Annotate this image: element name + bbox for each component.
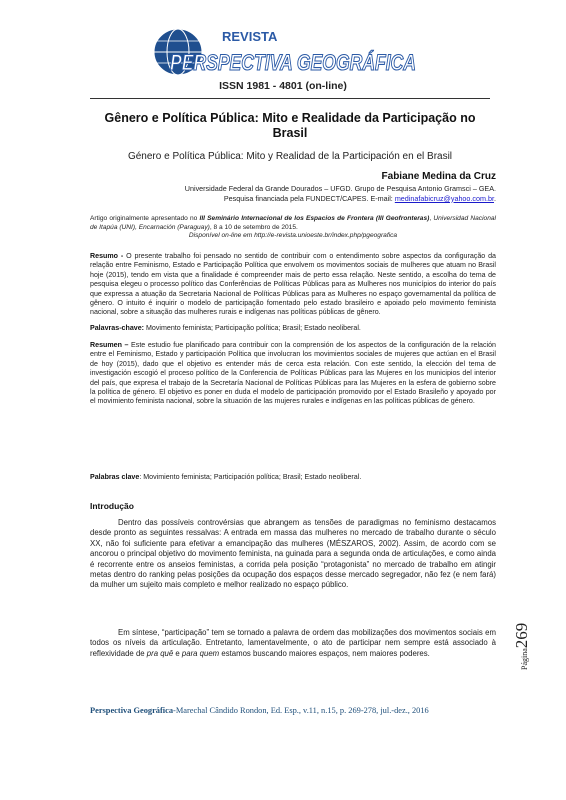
p2-emphasis-1: pra quê <box>146 648 174 658</box>
abstract-es <box>90 341 496 407</box>
event-venue: Universidad Nacional de Itapúa (UNI), Encarnación (Paraguay) <box>90 215 497 231</box>
keywords-pt-text: Movimento feminista; Participação política; Brasil; Estado neoliberal. <box>144 324 361 332</box>
publication-note <box>90 215 496 241</box>
section-heading-introduction: Introdução <box>90 501 134 511</box>
issn: ISSN 1981 - 4801 (on-line) <box>219 80 347 92</box>
abstract-es-text: Este estudio fue planificado para contribuir con la comprensión de los aspectos de la configuración de la relación entre el Feminismo, Estado y participación Política que involucran los movimientos sociales de mujeres que actúan en el Brasil de hoy (2015), dado que el objetivo es entender más de cerca esta relación. Con este sentido, la elección del tema de investigación escogió el proceso político de la Conferencia de Políticas Públicas para las Mujeres en los municipios del interior del país, que expresa el trabajo de la Secretaría Nacional de Políticas Públicas para las Mujeres en la esfera de gobierno sobre la política de género. El objetivo es poner en duda el modelo de participación promovido por el Estado Brasileño y apoyado por el movimiento feminista nacional, sobre la situación de las mujeres rurales e indígenas en las políticas públicas de género. <box>90 341 496 406</box>
article-title: Gênero e Política Pública: Mito e Realidade da Participação no Brasil <box>104 111 476 140</box>
p2-text-b: e <box>173 648 182 658</box>
p2-text-a: Em síntese, “participação” tem se tornado a palavra de ordem das mobilizações dos movimentos sociais em todos os níveis da articulação. Entretanto, lamentavelmente, o ato de participar nem sempre está associado à reflexividade de <box>90 628 496 658</box>
journal-logo <box>150 26 420 82</box>
email-link[interactable]: medinafabicruz@yahoo.com.br <box>394 193 494 203</box>
p2-text-c: estamos buscando maiores espaços, nem maiores poderes. <box>219 648 430 658</box>
abstract-es-label: Resumen – <box>90 341 132 349</box>
origin-sep: , <box>429 215 434 222</box>
keywords-pt-label: Palavras-chave: <box>90 324 145 332</box>
event-name: III Seminário Internacional de los Espacios de Frontera (III Geofronteras) <box>199 215 430 222</box>
page-number: 269 <box>512 622 531 649</box>
header-divider <box>90 98 490 99</box>
origin-prefix: Artigo originalmente apresentado no <box>90 215 200 222</box>
affiliation-line: Universidade Federal da Grande Dourados – UFGD. Grupo de Pesquisa Antonio Gramsci – GEA. <box>184 184 496 193</box>
page-word: Página <box>520 648 529 670</box>
keywords-es-label: Palabras clave <box>90 473 140 481</box>
funding-line: Pesquisa financiada pela FUNDECT/CAPES. E-mail: <box>223 193 395 203</box>
journal-footer <box>90 706 510 715</box>
page-number-label <box>512 600 542 670</box>
logo-revista-text: REVISTA <box>222 29 278 44</box>
event-dates: , 8 a 10 de setembro de 2015. <box>209 223 298 231</box>
author-affiliation <box>76 184 496 203</box>
p2-emphasis-2: para quem <box>181 648 220 658</box>
intro-paragraph-1: Dentro das possíveis controvérsias que abrangem as tensões de paradigmas no feminismo destacamos desde pronto as seguintes ressalvas: A entrada em massa das mulheres no mercado de trabalho durante o século XX, não foi suficiente para efetivar a emancipação das mulheres (MÉSZAROS, 2002). Assim, de acordo com se ancorou o principal objetivo do movimento feminista, na guinada para a segunda onda de articulações, e como ainda é recorrente entre os anseios feministas, a corrida pela posição “protagonista” no mercado de trabalho em atingir metas dentro do ranking pelas posições da ocupação dos espaços desse mercado segregador, não fez (e nem fará) da mulher um sujeito mais completo e melhor realizado no espaço público. <box>90 518 496 590</box>
funding-line-end: . <box>494 193 496 203</box>
logo-name-text: PERSPECTIVA GEOGRÁFICA <box>170 50 416 75</box>
keywords-es <box>90 473 496 482</box>
footer-journal-name: Perspectiva Geográfica <box>90 706 174 715</box>
footer-citation: -Marechal Cândido Rondon, Ed. Esp., v.11, n.15, p. 269-278, jul.-dez., 2016 <box>173 706 429 715</box>
abstract-pt <box>90 252 496 318</box>
keywords-pt <box>90 324 496 333</box>
author-name: Fabiane Medina da Cruz <box>381 171 496 182</box>
online-availability: Disponível on-line em http://e-revista.unioeste.br/index.php/pgeografica <box>188 232 398 240</box>
abstract-pt-label: Resumo - <box>90 252 127 260</box>
article-subtitle: Género e Política Pública: Mito y Realidad de la Participación en el Brasil <box>127 151 453 162</box>
intro-paragraph-2 <box>90 628 496 659</box>
abstract-pt-text: O presente trabalho foi pensado no sentido de contribuir com o entendimento sobre aspectos da configuração da relação entre Feminismo, Estado e Participação Política que envolvem os movimentos sociais de mulheres que atuam no Brasil hoje (2015), tendo em vista que a finalidade é compreender mais de perto essa relação. Neste sentido, a escolha do tema de pesquisa elegeu o processo político das Conferências de Políticas Públicas para as Mulheres nos municípios do interior do país que expressa a atuação da Secretaria Nacional de Políticas Públicas para as Mulheres no espaço governamental da política de gênero. O intuito é inquirir o modelo de participação fomentado pelo estado brasileiro e apoiado pelo movimento feminista nacional, sobre a situação das mulheres rurais e indígenas nas políticas públicas de gênero. <box>90 252 496 317</box>
globe-logo-icon <box>150 26 420 82</box>
keywords-es-text: : Movimiento feminista; Participación política; Brasil; Estado neoliberal. <box>139 473 362 481</box>
